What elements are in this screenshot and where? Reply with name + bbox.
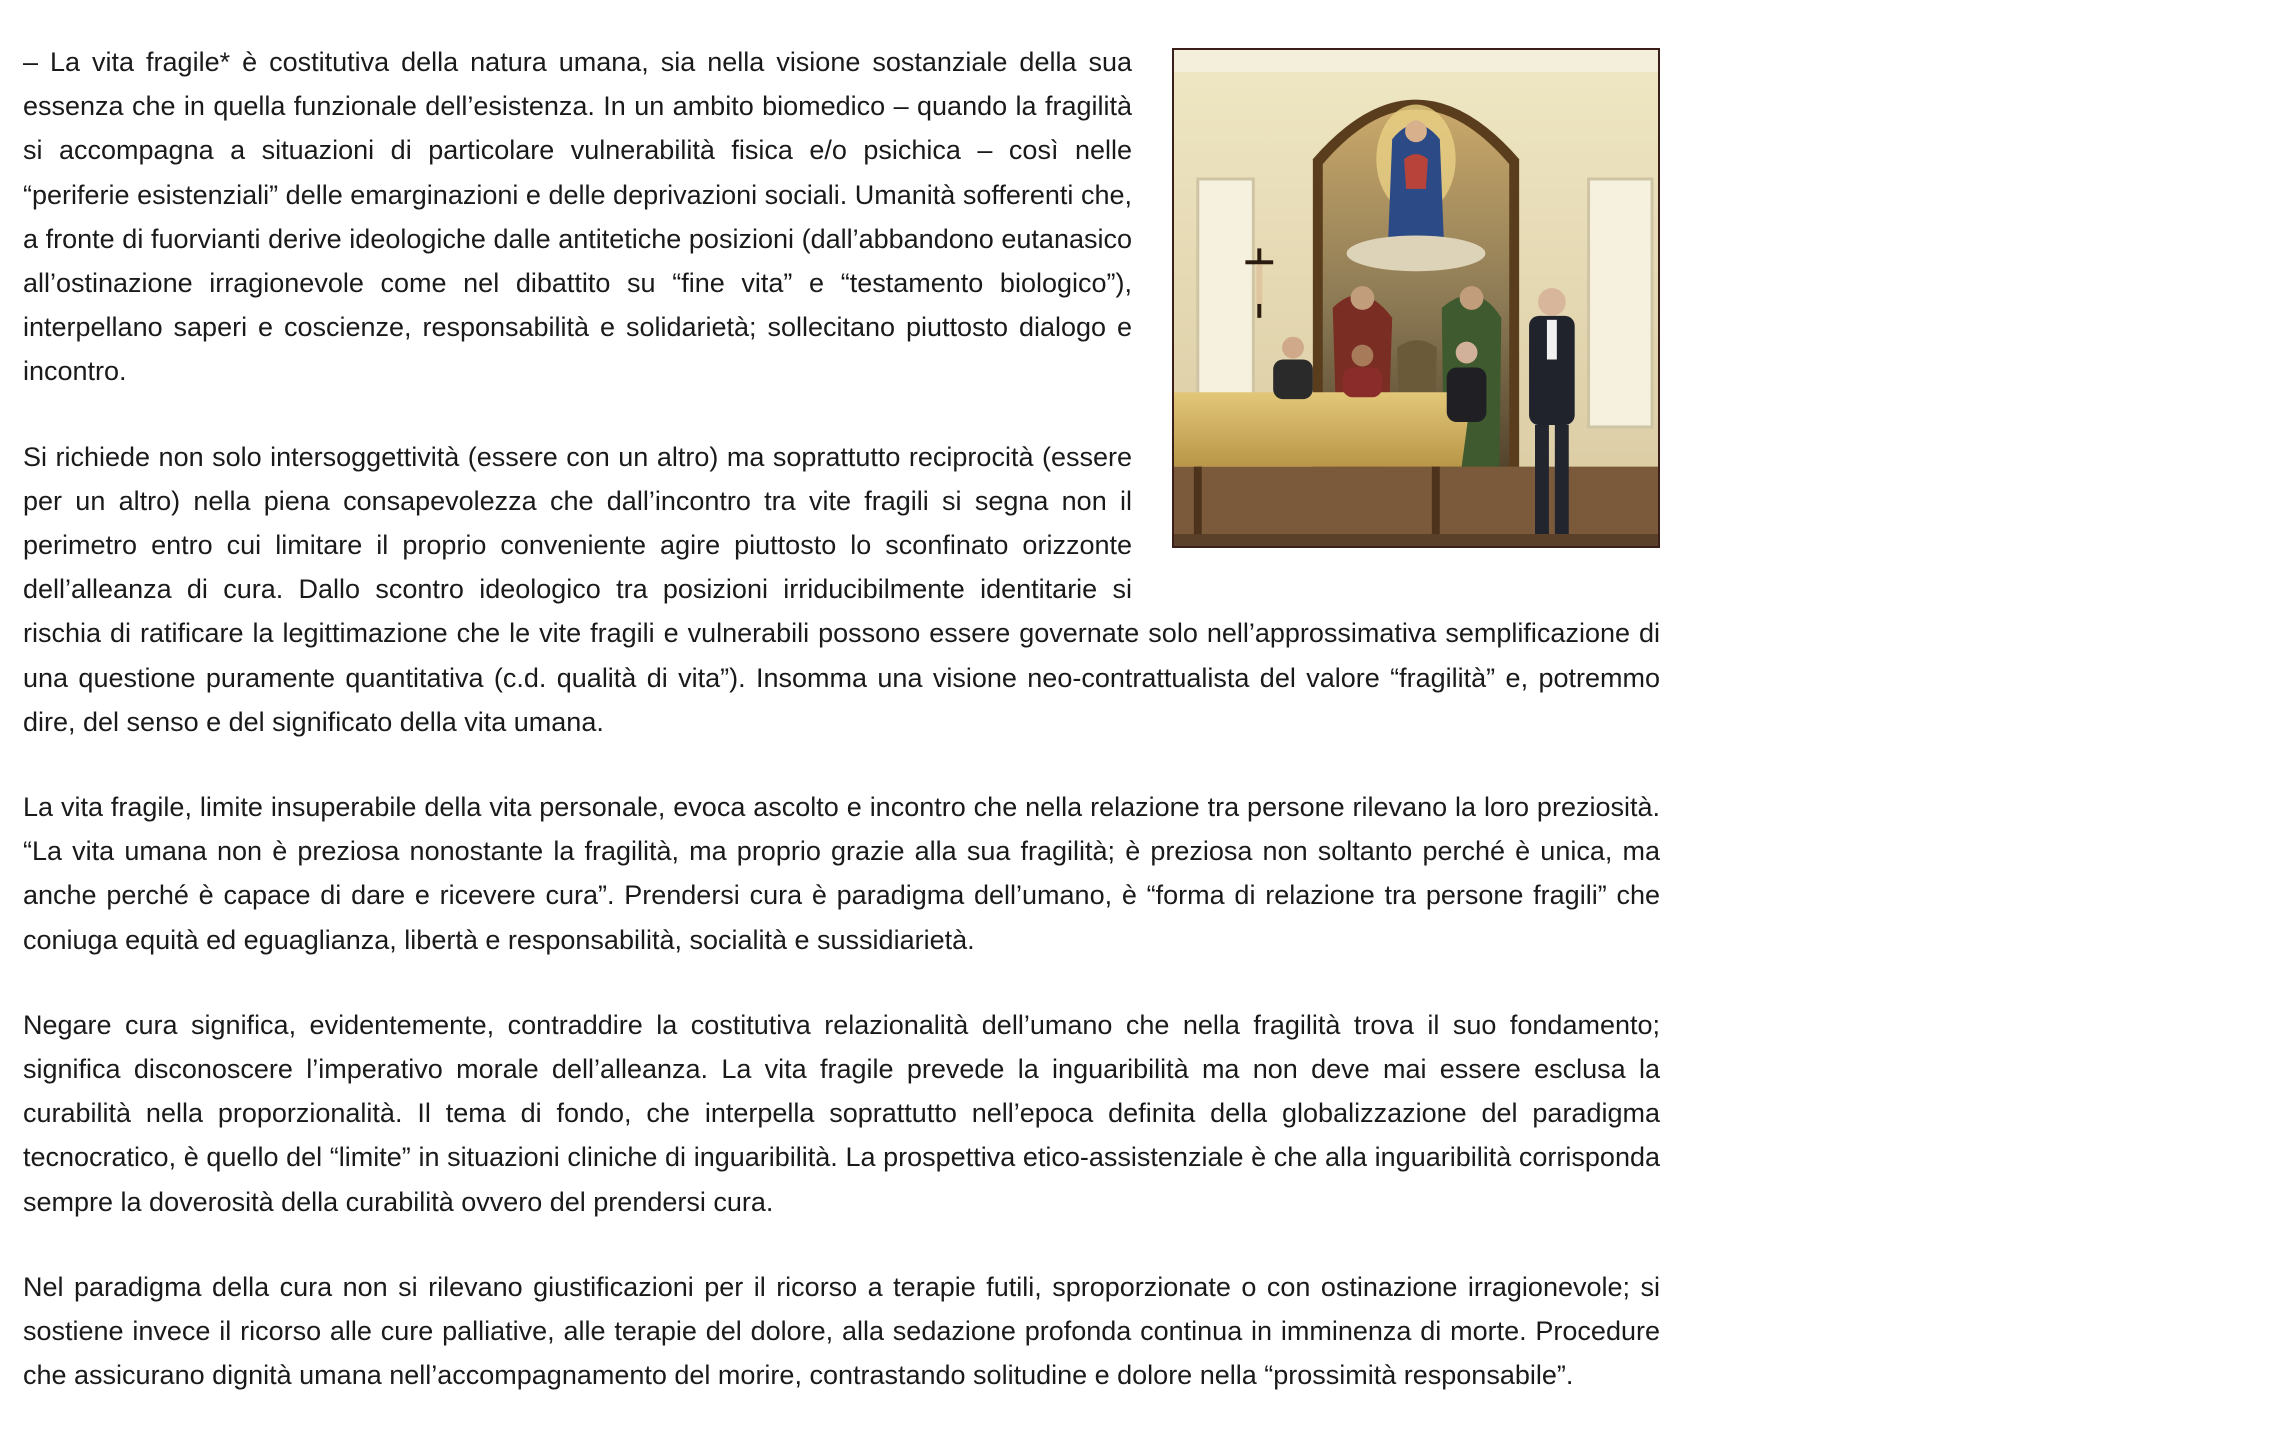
conference-photo-illustration	[1174, 50, 1658, 546]
article-paragraph-2: Si richiede non solo intersoggettività (essere con un altro) ma soprattutto reciprocità (essere per un altro) nella piena consapevolezza che dall’incontro tra vite fragili si segna non il perimetro entro cui limitare il proprio conveniente agire piuttosto lo sconfinato orizzonte dell’alleanza di cura. Dallo scontro ideologico tra posizioni irriducibilmente identitarie si rischia di ratificare la legittimazione che le vite fragili e vulnerabili possono essere governate solo nell’approssimativa semplificazione di una questione puramente quantitativa (c.d. qualità di vita”). Insomma una visione neo-contrattualista del valore “fragilità” e, potremmo dire, del senso e del significato della vita umana.	[23, 441, 1660, 737]
article-paragraph-4: Negare cura significa, evidentemente, contraddire la costitutiva relazionalità dell’umano che nella fragilità trova il suo fondamento; significa disconoscere l’imperativo morale dell’alleanza. La vita fragile prevede la inguaribilità ma non deve mai essere esclusa la curabilità nella proporzionalità. Il tema di fondo, che interpella soprattutto nell’epoca definita della globalizzazione del paradigma tecnocratico, è quello del “limite” in situazioni cliniche di inguaribilità. La prospettiva etico-assistenziale è che alla inguaribilità corrisponda sempre la doverosità della curabilità ovvero del prendersi cura.	[23, 1009, 1660, 1217]
article-paragraph-1: – La vita fragile* è costitutiva della natura umana, sia nella visione sostanziale della sua essenza che in quella funzionale dell’esistenza. In un ambito biomedico – quando la fragilità si accompagna a situazioni di particolare vulnerabilità fisica e/o psichica – così nelle “periferie esistenziali” delle emarginazioni e delle deprivazioni sociali. Umanità sofferenti che, a fronte di fuorvianti derive ideologiche dalle antitetiche posizioni (dall’abbandono eutanasico all’ostinazione irragionevole come nel dibattito su “fine vita” e “testamento biologico”), interpellano saperi e coscienze, responsabilità e solidarietà; sollecitano piuttosto dialogo e incontro.	[0, 40, 1660, 394]
conference-photo	[1172, 48, 1660, 548]
article-paragraph-3: La vita fragile, limite insuperabile della vita personale, evoca ascolto e incontro che nella relazione tra persone rilevano la loro preziosità. “La vita umana non è preziosa nonostante la fragilità, ma proprio grazie alla sua fragilità; è preziosa non soltanto perché è unica, ma anche perché è capace di dare e ricevere cura”. Prendersi cura è paradigma dell’umano, è “forma di relazione tra persone fragili” che coniuga equità ed eguaglianza, libertà e responsabilità, socialità e sussidiarietà.	[23, 792, 1660, 955]
article-body	[0, 40, 1660, 1438]
article-paragraph-5: Nel paradigma della cura non si rilevano giustificazioni per il ricorso a terapie futili, sproporzionate o con ostinazione irragionevole; si sostiene invece il ricorso alle cure palliative, alle terapie del dolore, alla sedazione profonda continua in imminenza di morte. Procedure che assicurano dignità umana nell’accompagnamento del morire, contrastando solitudine e dolore nella “prossimità responsabile”.	[23, 1271, 1660, 1391]
